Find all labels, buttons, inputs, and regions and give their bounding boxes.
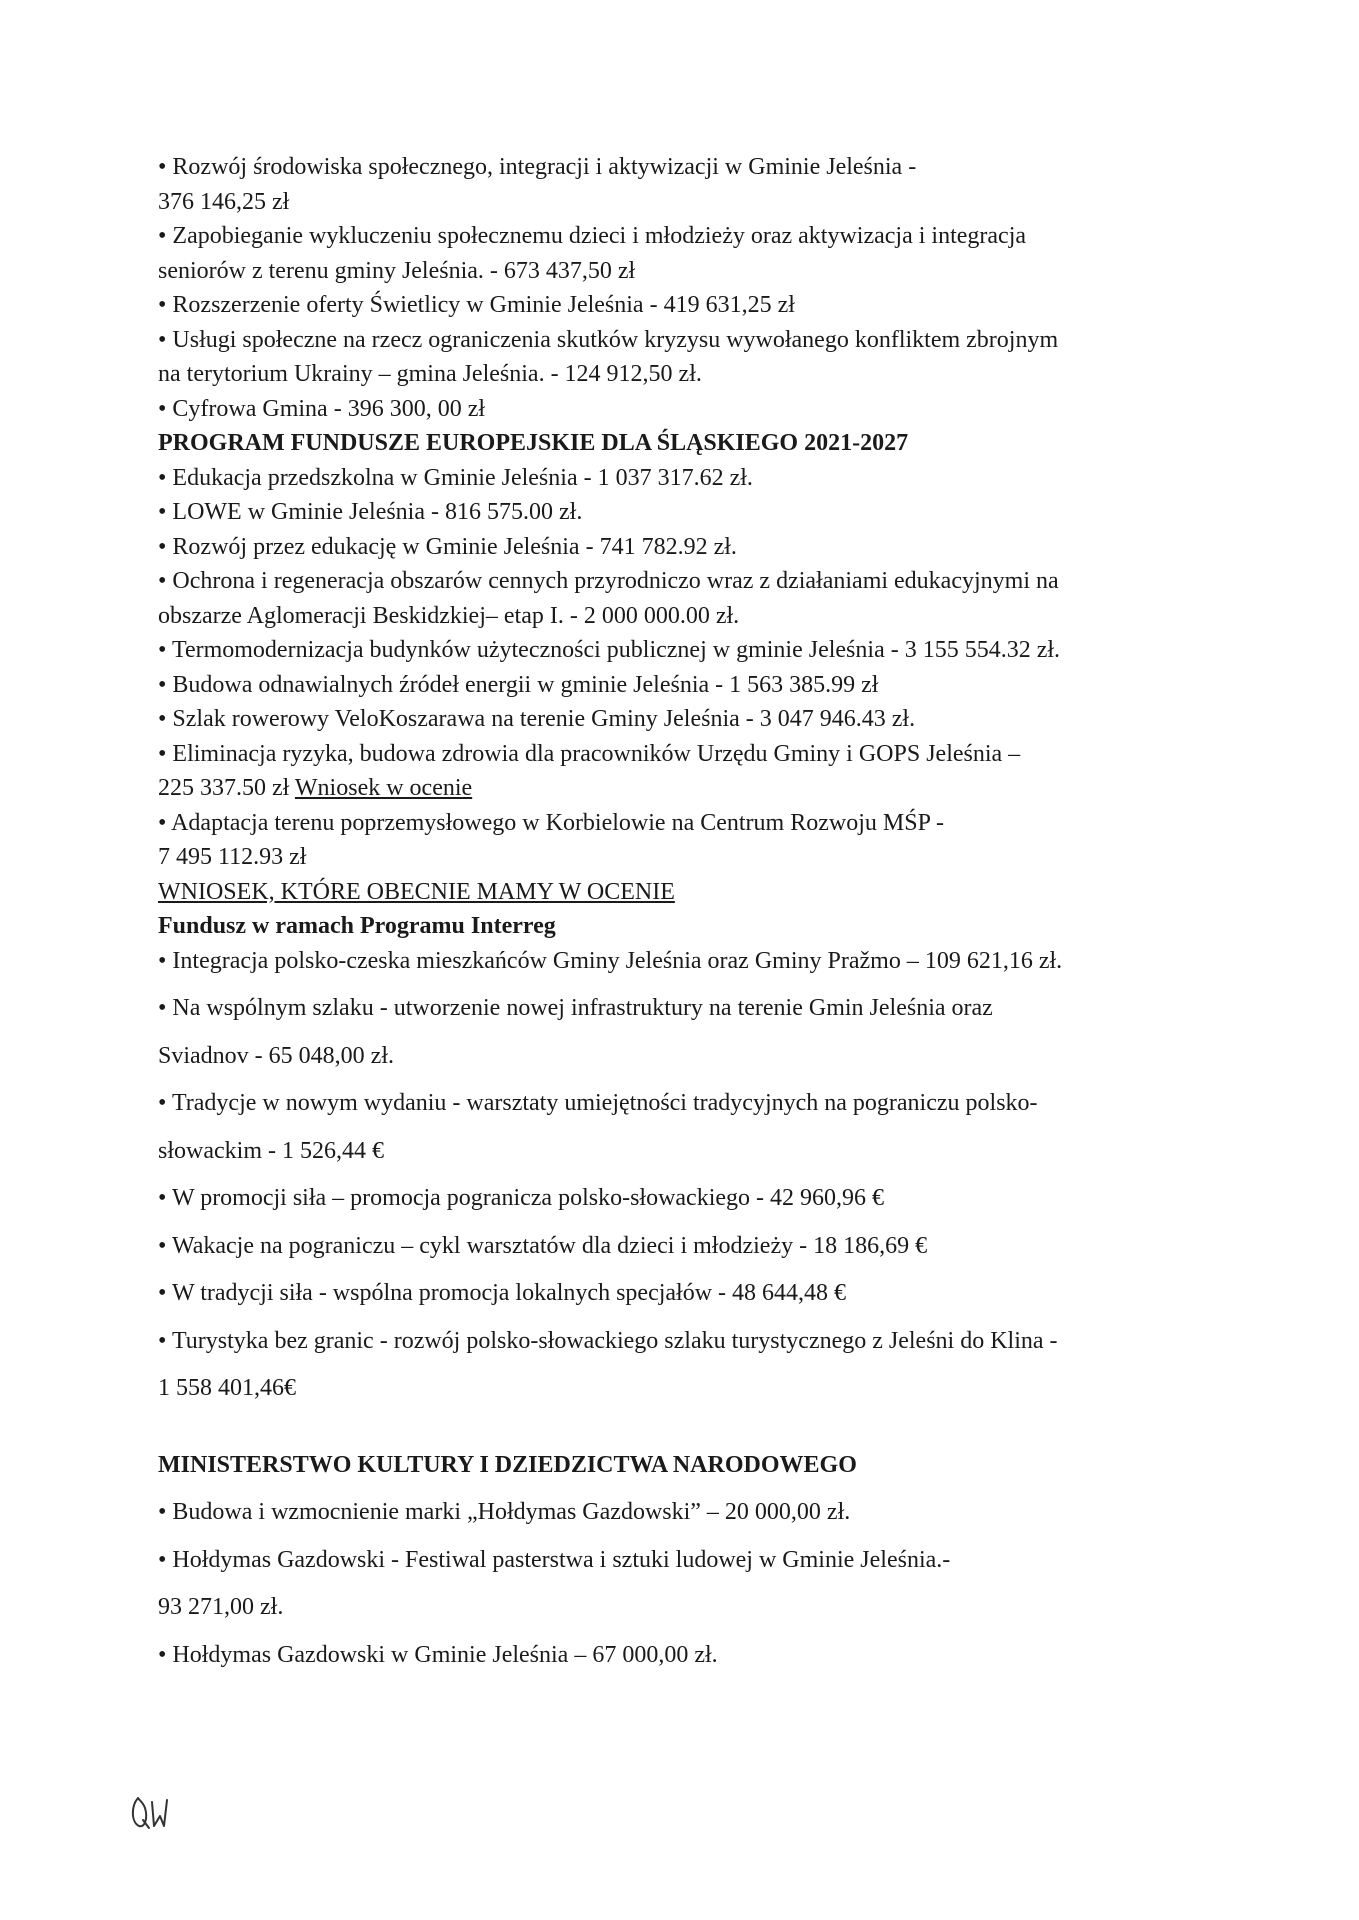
amount-value: 225 337.50 zł — [158, 775, 290, 801]
text-line: • Rozwój przez edukację w Gminie Jeleśnia - 741 782.92 zł. — [158, 533, 737, 560]
text-line: seniorów z terenu gminy Jeleśnia. - 673 437,50 zł — [158, 257, 636, 284]
text-line: • Usługi społeczne na rzecz ograniczenia skutków kryzysu wywołanego konfliktem zbrojnym — [158, 326, 1059, 353]
text-line: • Wakacje na pograniczu – cykl warsztatów dla dzieci i młodzieży - 18 186,69 € — [158, 1232, 928, 1259]
section-heading-ministry: MINISTERSTWO KULTURY I DZIEDZICTWA NARODOWEGO — [158, 1451, 857, 1478]
text-line: • Hołdymas Gazdowski w Gminie Jeleśnia – 67 000,00 zł. — [158, 1641, 718, 1668]
text-line: 376 146,25 zł — [158, 188, 290, 215]
text-line: • Tradycje w nowym wydaniu - warsztaty umiejętności tradycyjnych na pograniczu polsko- — [158, 1090, 1038, 1116]
text-line: na terytorium Ukrainy – gmina Jeleśnia. - 124 912,50 zł. — [158, 361, 702, 387]
section-heading-interreg: Fundusz w ramach Programu Interreg — [158, 913, 556, 939]
text-line: • LOWE w Gminie Jeleśnia - 816 575.00 zł. — [158, 499, 583, 525]
text-line: 1 558 401,46€ — [158, 1375, 296, 1401]
section-heading-fe-slaskie: PROGRAM FUNDUSZE EUROPEJSKIE DLA ŚLĄSKIEGO 2021-2027 — [158, 430, 909, 456]
text-line: • Termomodernizacja budynków użyteczności publicznej w gminie Jeleśnia - 3 155 554.32 zł. — [158, 637, 1061, 663]
text-line: • Budowa i wzmocnienie marki „Hołdymas Gazdowski” – 20 000,00 zł. — [158, 1499, 851, 1525]
section-heading-wnioski: WNIOSEK, KTÓRE OBECNIE MAMY W OCENIE — [158, 878, 675, 905]
document-body — [158, 150, 1208, 1672]
text-line: 93 271,00 zł. — [158, 1594, 284, 1620]
text-line-wniosek — [158, 771, 1208, 806]
text-line: • Rozwój środowiska społecznego, integracji i aktywizacji w Gminie Jeleśnia - — [158, 154, 917, 180]
text-line: • Turystyka bez granic - rozwój polsko-słowackiego szlaku turystycznego z Jeleśni do Klina - — [158, 1327, 1058, 1354]
text-line: słowackim - 1 526,44 € — [158, 1137, 384, 1164]
text-line: • W tradycji siła - wspólna promocja lokalnych specjałów - 48 644,48 € — [158, 1280, 847, 1306]
text-line: • Budowa odnawialnych źródeł energii w gminie Jeleśnia - 1 563 385.99 zł — [158, 671, 879, 698]
status-note: Wniosek w ocenie — [294, 775, 473, 801]
text-line: 7 495 112.93 zł — [158, 844, 307, 870]
text-line: • Hołdymas Gazdowski - Festiwal pasterstwa i sztuki ludowej w Gminie Jeleśnia.- — [158, 1546, 951, 1573]
text-line: • Edukacja przedszkolna w Gminie Jeleśnia - 1 037 317.62 zł. — [158, 464, 753, 491]
text-line: • Na wspólnym szlaku - utworzenie nowej infrastruktury na terenie Gmin Jeleśnia oraz — [158, 995, 993, 1021]
text-line: • W promocji siła – promocja pogranicza polsko-słowackiego - 42 960,96 € — [158, 1185, 885, 1211]
text-line: obszarze Aglomeracji Beskidzkiej– etap I. - 2 000 000.00 zł. — [158, 602, 740, 629]
text-line: • Zapobieganie wykluczeniu społecznemu dzieci i młodzieży oraz aktywizacja i integracja — [158, 223, 1027, 249]
text-line: • Adaptacja terenu poprzemysłowego w Korbielowie na Centrum Rozwoju MŚP - — [158, 809, 945, 836]
text-line: Sviadnov - 65 048,00 zł. — [158, 1042, 394, 1069]
text-line: • Ochrona i regeneracja obszarów cennych przyrodniczo wraz z działaniami edukacyjnymi na — [158, 568, 1059, 594]
text-line: • Eliminacja ryzyka, budowa zdrowia dla pracowników Urzędu Gminy i GOPS Jeleśnia – — [158, 740, 1021, 767]
text-line: • Integracja polsko-czeska mieszkańców Gminy Jeleśnia oraz Gminy Pražmo – 109 621,16 zł. — [158, 947, 1063, 974]
text-line: • Rozszerzenie oferty Świetlicy w Gminie Jeleśnia - 419 631,25 zł — [158, 292, 795, 318]
text-line: • Szlak rowerowy VeloKoszarawa na terenie Gminy Jeleśnia - 3 047 946.43 zł. — [158, 706, 916, 732]
handwritten-initials — [128, 1790, 180, 1834]
text-line: • Cyfrowa Gmina - 396 300, 00 zł — [158, 395, 486, 422]
